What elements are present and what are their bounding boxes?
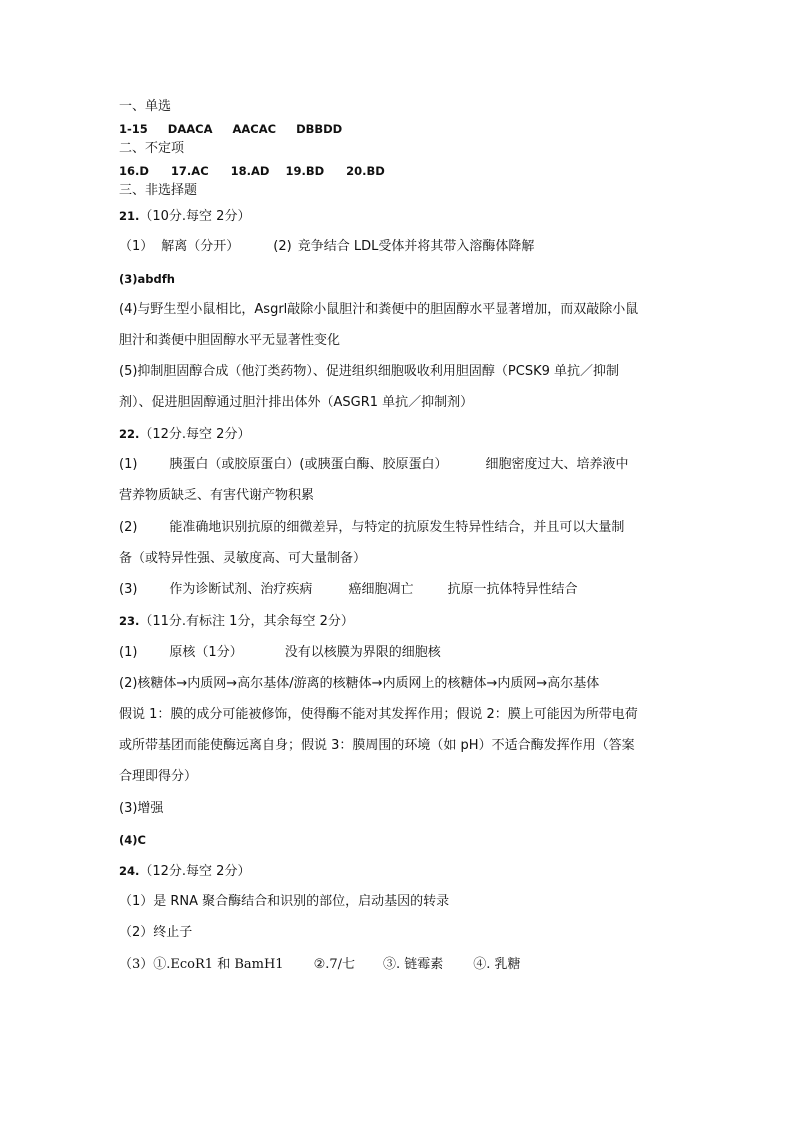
q21-part5-line2: 剂）、促进胆固醇通过胆汁排出体外（ASGR1 单抗／抑制剂） <box>119 395 474 410</box>
q22-part2-line1 <box>119 520 624 536</box>
section-multi-answers <box>119 163 385 179</box>
q22-number: 22. <box>119 427 140 441</box>
q22-p2-text: 能准确地识别抗原的细微差异，与特定的抗原发生特异性结合，并且可以大量制 <box>169 520 625 535</box>
q21-part3: (3)abdfh <box>119 272 175 286</box>
q23-number: 23. <box>119 614 140 628</box>
q23-part1 <box>119 645 441 661</box>
q23-note: （11分.有标注 1分，其余每空 2分） <box>139 614 354 629</box>
q23-p1-label: (1) <box>119 645 138 660</box>
q22-p3-c: 抗原一抗体特异性结合 <box>447 582 578 597</box>
q22-part2-line2: 备（或特异性强、灵敏度高、可大量制备） <box>119 551 367 566</box>
q22-p3-b: 癌细胞凋亡 <box>348 582 414 597</box>
q21-part4-line2: 胆汁和粪便中胆固醇水平无显著性变化 <box>119 333 341 348</box>
q24-p3-d: ④. 乳糖 <box>473 957 521 972</box>
q21-part4-line1: (4)与野生型小鼠相比，Asgrl敲除小鼠胆汁和粪便中的胆固醇水平显著增加，而双敲除小鼠 <box>119 302 639 317</box>
q23-part2: (2)核糖体→内质网→高尔基体/游离的核糖体→内质网上的核糖体→内质网→高尔基体 <box>119 676 600 691</box>
q24-header <box>119 863 250 880</box>
section-nonchoice-title: 三、非选择题 <box>119 183 198 198</box>
q22-p1-text-a: 胰蛋白（或胶原蛋白）(或胰蛋白酶、胶原蛋白） <box>169 457 448 472</box>
q23-hypothesis-line3: 合理即得分） <box>119 769 198 784</box>
q24-part3 <box>119 957 521 973</box>
q21-header <box>119 208 250 225</box>
q24-p3-a: ①.EcoR1 和 BamH1 <box>153 957 284 972</box>
q24-number: 24. <box>119 864 140 878</box>
multi-answer-18: 18.AD <box>230 164 270 178</box>
q21-p2-label: (2) <box>273 239 292 254</box>
q21-p1-text: 解离（分开） <box>161 239 240 254</box>
q23-header <box>119 613 354 630</box>
multi-answer-19: 19.BD <box>285 164 325 178</box>
q21-part5-line1: (5)抑制胆固醇合成（他汀类药物）、促进组织细胞吸收利用胆固醇（PCSK9 单抗／抑制 <box>119 364 620 379</box>
q24-part2: （2）终止子 <box>119 925 193 940</box>
q23-hypothesis-line1: 假说 1：膜的成分可能被修饰，使得酶不能对其发挥作用；假说 2：膜上可能因为所带电荷 <box>119 707 638 722</box>
single-answers-1: DAACA <box>167 122 213 136</box>
q22-p1-label: (1) <box>119 457 138 472</box>
q24-note: （12分.每空 2分） <box>139 864 251 879</box>
q22-p1-text-b: 细胞密度过大、培养液中 <box>485 457 629 472</box>
q23-part4: (4)C <box>119 833 146 847</box>
q22-part3 <box>119 582 577 598</box>
multi-answer-20: 20.BD <box>346 164 385 178</box>
q22-part1-line1 <box>119 457 629 473</box>
q24-p3-label: （3） <box>119 957 154 972</box>
q21-note: （10分.每空 2分） <box>139 209 251 224</box>
multi-answer-16: 16.D <box>119 164 149 178</box>
section-single-answers <box>119 121 342 137</box>
section-single-title: 一、单选 <box>119 99 172 114</box>
q23-hypothesis-line2: 或所带基团而能使酶远离自身；假说 3：膜周围的环境（如 pH）不适合酶发挥作用（答案 <box>119 738 635 753</box>
q24-p3-b: ②.7/七 <box>313 957 356 972</box>
q22-note: （12分.每空 2分） <box>139 427 251 442</box>
single-range: 1-15 <box>119 122 148 136</box>
q23-part3: (3)增强 <box>119 801 164 816</box>
single-answers-3: DBBDD <box>296 122 343 136</box>
q24-p3-c: ③. 链霉素 <box>383 957 444 972</box>
q22-header <box>119 426 250 443</box>
q21-p2-text: 竞争结合 LDL受体并将其带入溶酶体降解 <box>297 239 535 254</box>
multi-answer-17: 17.AC <box>170 164 209 178</box>
q21-p1-label: （1） <box>119 239 154 254</box>
q23-p1-a: 原核（1分） <box>169 645 243 660</box>
q21-number: 21. <box>119 209 140 223</box>
section-multi-title: 二、不定项 <box>119 141 185 156</box>
q22-p3-label: (3) <box>119 582 138 597</box>
q22-p2-label: (2) <box>119 520 138 535</box>
q23-p1-b: 没有以核膜为界限的细胞核 <box>284 645 441 660</box>
single-answers-2: AACAC <box>232 122 277 136</box>
q22-part1-line2: 营养物质缺乏、有害代谢产物积累 <box>119 488 315 503</box>
q21-part1-2 <box>119 239 534 255</box>
q22-p3-a: 作为诊断试剂、治疗疾病 <box>169 582 313 597</box>
q24-part1: （1）是 RNA 聚合酶结合和识别的部位，启动基因的转录 <box>119 894 450 909</box>
